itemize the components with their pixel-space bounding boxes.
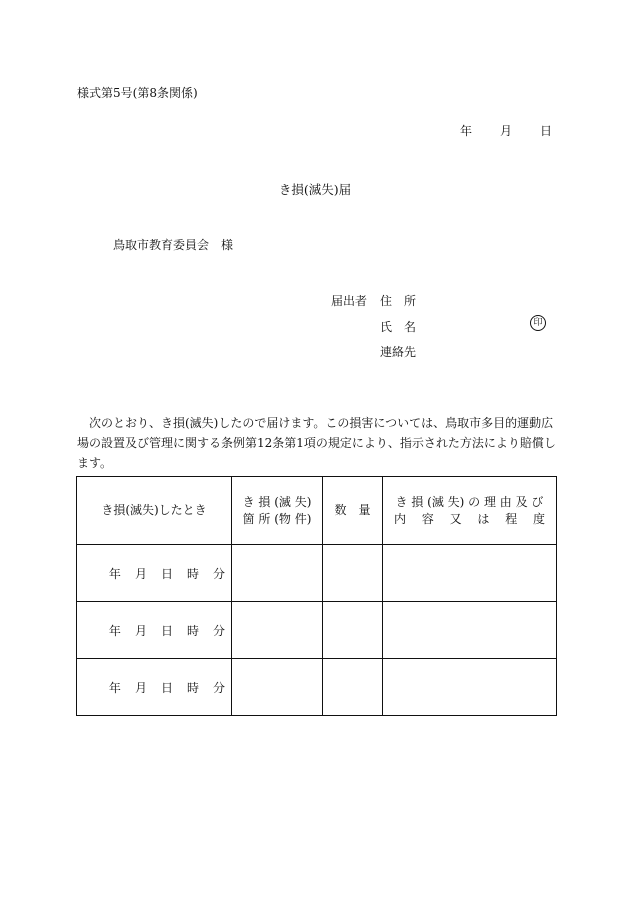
table-row [77, 659, 557, 716]
body-text: 次のとおり、き損(滅失)したので届けます。この損害については、鳥取市多目的運動広場の設置及び管理に関する条例第12条第1項の規定により、指示された方法により賠償します。 [77, 416, 556, 470]
date-year-label: 年 [460, 124, 473, 138]
date-day-label: 日 [540, 124, 553, 138]
contact-label: 連絡先 [380, 345, 417, 359]
header-location [232, 477, 323, 545]
header-reason-line2: 内 容 又 は 程 度 [393, 511, 546, 526]
reason-cell[interactable] [383, 659, 557, 716]
quantity-cell[interactable] [323, 659, 383, 716]
page-title: き損(滅失)届 [278, 182, 352, 197]
damage-report-table [76, 476, 557, 716]
form-number: 様式第5号(第8条関係) [77, 86, 198, 100]
quantity-cell[interactable] [323, 602, 383, 659]
addressee: 鳥取市教育委員会 様 [113, 238, 234, 252]
location-cell[interactable] [232, 545, 323, 602]
name-label: 氏 名 [380, 320, 417, 334]
header-reason-line1: き 損 (滅 失) の 理 由 及 び [395, 494, 544, 509]
table-row [77, 545, 557, 602]
datetime-cell[interactable]: 年 月 日 時 分 [77, 545, 232, 602]
location-cell[interactable] [232, 659, 323, 716]
quantity-cell[interactable] [323, 545, 383, 602]
table-header-row [77, 477, 557, 545]
header-when: き損(滅失)したとき [77, 477, 232, 545]
seal-mark-icon: 印 [530, 315, 546, 331]
date-month-label: 月 [500, 124, 513, 138]
header-quantity: 数 量 [323, 477, 383, 545]
notifier-label: 届出者 [331, 294, 368, 308]
header-location-line2: 箇 所 (物 件) [242, 511, 312, 526]
datetime-cell[interactable]: 年 月 日 時 分 [77, 602, 232, 659]
address-label: 住 所 [380, 294, 417, 308]
table-row [77, 602, 557, 659]
header-reason [383, 477, 557, 545]
reason-cell[interactable] [383, 545, 557, 602]
datetime-cell[interactable]: 年 月 日 時 分 [77, 659, 232, 716]
reason-cell[interactable] [383, 602, 557, 659]
location-cell[interactable] [232, 602, 323, 659]
date-line [460, 122, 552, 139]
header-location-line1: き 損 (滅 失) [242, 494, 312, 509]
